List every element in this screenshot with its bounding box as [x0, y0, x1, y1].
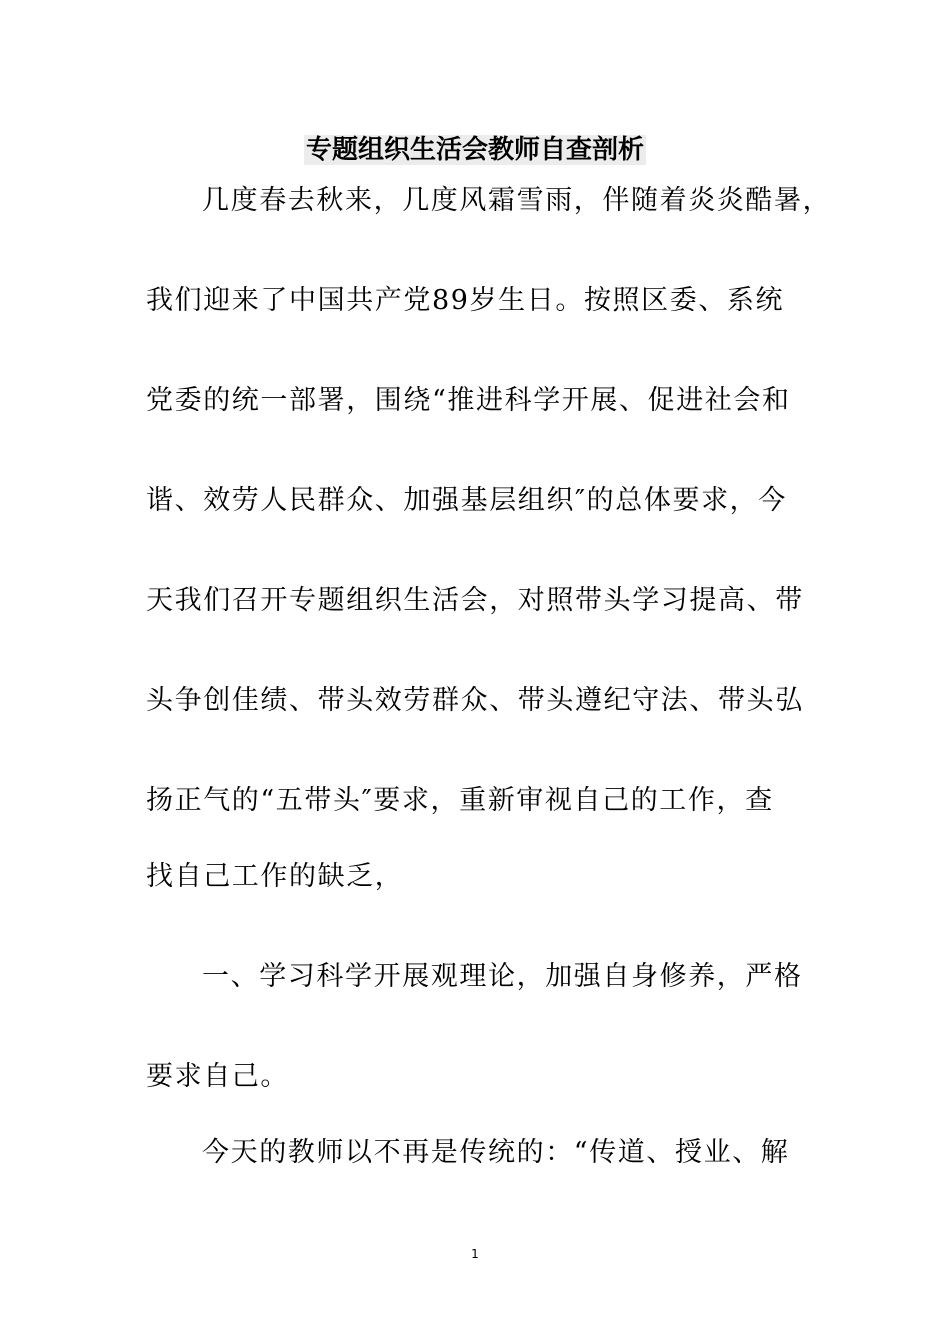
paragraph-line: 党委的统一部署，围绕“推进科学开展、促进社会和	[146, 385, 791, 416]
paragraph-line: 今天的教师以不再是传统的：“传道、授业、解	[202, 1137, 790, 1168]
section-heading-line: 一、学习科学开展观理论，加强自身修养，严格	[202, 961, 803, 992]
section-heading-line: 要求自己。	[146, 1061, 289, 1092]
page-number: 1	[471, 1247, 479, 1261]
paragraph-line: 头争创佳绩、带头效劳群众、带头遵纪守法、带头弘	[146, 685, 804, 716]
paragraph-line: 我们迎来了中国共产党89岁生日。按照区委、系统	[146, 285, 785, 316]
paragraph-line: 找自己工作的缺乏，	[146, 861, 404, 892]
paragraph-line: 天我们召开专题组织生活会，对照带头学习提高、带	[146, 585, 804, 616]
paragraph-line: 几度春去秋来，几度风霜雪雨，伴随着炎炎酷暑，	[202, 185, 832, 216]
paragraph-line: 谐、效劳人民群众、加强基层组织″的总体要求，今	[146, 485, 787, 516]
document-title: 专题组织生活会教师自查剖析	[305, 135, 644, 165]
paragraph-line: 扬正气的“五带头″要求，重新审视自己的工作，查	[146, 785, 774, 816]
